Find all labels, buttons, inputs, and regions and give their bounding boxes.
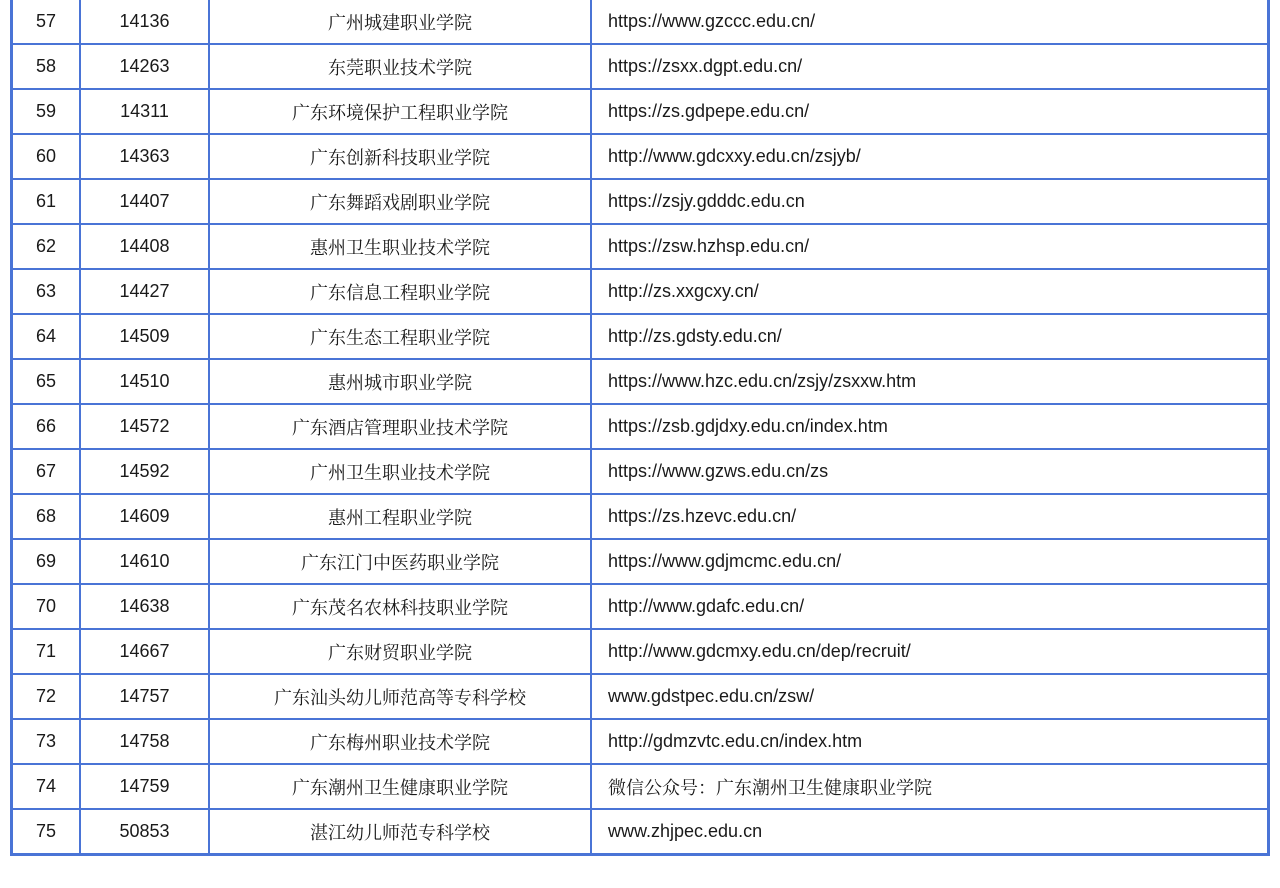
school-code-cell: 14758 xyxy=(80,719,209,764)
school-name-cell: 广州卫生职业技术学院 xyxy=(209,449,591,494)
school-code-cell: 14667 xyxy=(80,629,209,674)
school-name-cell: 广东创新科技职业学院 xyxy=(209,134,591,179)
table-row xyxy=(12,674,1269,719)
row-number-cell: 62 xyxy=(12,224,81,269)
school-name-cell: 广东信息工程职业学院 xyxy=(209,269,591,314)
row-number-cell: 69 xyxy=(12,539,81,584)
row-number-cell: 63 xyxy=(12,269,81,314)
school-code-cell: 14363 xyxy=(80,134,209,179)
school-table xyxy=(10,0,1270,856)
school-website-cell: http://zs.gdsty.edu.cn/ xyxy=(591,314,1269,359)
school-name-cell: 惠州工程职业学院 xyxy=(209,494,591,539)
row-number-cell: 71 xyxy=(12,629,81,674)
table-row xyxy=(12,314,1269,359)
school-code-cell: 14136 xyxy=(80,0,209,44)
table-row xyxy=(12,539,1269,584)
table-row xyxy=(12,449,1269,494)
school-website-cell: http://www.gdcxxy.edu.cn/zsjyb/ xyxy=(591,134,1269,179)
table-row xyxy=(12,629,1269,674)
school-name-cell: 湛江幼儿师范专科学校 xyxy=(209,809,591,855)
table-row xyxy=(12,719,1269,764)
table-row xyxy=(12,44,1269,89)
school-name-cell: 东莞职业技术学院 xyxy=(209,44,591,89)
school-code-cell: 14311 xyxy=(80,89,209,134)
school-code-cell: 14610 xyxy=(80,539,209,584)
school-name-cell: 广东舞蹈戏剧职业学院 xyxy=(209,179,591,224)
school-name-cell: 广东环境保护工程职业学院 xyxy=(209,89,591,134)
row-number-cell: 64 xyxy=(12,314,81,359)
row-number-cell: 59 xyxy=(12,89,81,134)
school-code-cell: 14510 xyxy=(80,359,209,404)
table-row xyxy=(12,584,1269,629)
school-name-cell: 广东梅州职业技术学院 xyxy=(209,719,591,764)
school-code-cell: 14609 xyxy=(80,494,209,539)
school-name-cell: 广东酒店管理职业技术学院 xyxy=(209,404,591,449)
school-code-cell: 14759 xyxy=(80,764,209,809)
school-code-cell: 14572 xyxy=(80,404,209,449)
school-code-cell: 14263 xyxy=(80,44,209,89)
school-website-cell: 微信公众号：广东潮州卫生健康职业学院 xyxy=(591,764,1269,809)
school-name-cell: 广东江门中医药职业学院 xyxy=(209,539,591,584)
table-row xyxy=(12,179,1269,224)
school-website-cell: https://zsw.hzhsp.edu.cn/ xyxy=(591,224,1269,269)
school-code-cell: 14509 xyxy=(80,314,209,359)
school-website-cell: http://zs.xxgcxy.cn/ xyxy=(591,269,1269,314)
school-code-cell: 14408 xyxy=(80,224,209,269)
school-name-cell: 广州城建职业学院 xyxy=(209,0,591,44)
school-name-cell: 广东汕头幼儿师范高等专科学校 xyxy=(209,674,591,719)
row-number-cell: 57 xyxy=(12,0,81,44)
row-number-cell: 58 xyxy=(12,44,81,89)
school-code-cell: 14592 xyxy=(80,449,209,494)
row-number-cell: 65 xyxy=(12,359,81,404)
table-row xyxy=(12,269,1269,314)
table-row xyxy=(12,359,1269,404)
school-code-cell: 14757 xyxy=(80,674,209,719)
school-name-cell: 广东茂名农林科技职业学院 xyxy=(209,584,591,629)
school-code-cell: 14638 xyxy=(80,584,209,629)
school-website-cell: www.zhjpec.edu.cn xyxy=(591,809,1269,855)
school-code-cell: 14407 xyxy=(80,179,209,224)
table-row xyxy=(12,404,1269,449)
school-website-cell: https://www.hzc.edu.cn/zsjy/zsxxw.htm xyxy=(591,359,1269,404)
table-row xyxy=(12,0,1269,44)
school-website-cell: http://gdmzvtc.edu.cn/index.htm xyxy=(591,719,1269,764)
row-number-cell: 70 xyxy=(12,584,81,629)
school-name-cell: 广东生态工程职业学院 xyxy=(209,314,591,359)
row-number-cell: 60 xyxy=(12,134,81,179)
school-name-cell: 广东财贸职业学院 xyxy=(209,629,591,674)
row-number-cell: 66 xyxy=(12,404,81,449)
row-number-cell: 61 xyxy=(12,179,81,224)
row-number-cell: 67 xyxy=(12,449,81,494)
school-website-cell: https://zs.gdpepe.edu.cn/ xyxy=(591,89,1269,134)
table-row xyxy=(12,89,1269,134)
school-website-cell: https://www.gdjmcmc.edu.cn/ xyxy=(591,539,1269,584)
table-row xyxy=(12,809,1269,855)
table-row xyxy=(12,764,1269,809)
row-number-cell: 72 xyxy=(12,674,81,719)
school-code-cell: 14427 xyxy=(80,269,209,314)
row-number-cell: 75 xyxy=(12,809,81,855)
school-table-body xyxy=(12,0,1269,855)
school-code-cell: 50853 xyxy=(80,809,209,855)
school-name-cell: 惠州卫生职业技术学院 xyxy=(209,224,591,269)
table-row xyxy=(12,224,1269,269)
row-number-cell: 74 xyxy=(12,764,81,809)
school-website-cell: https://zsxx.dgpt.edu.cn/ xyxy=(591,44,1269,89)
table-row xyxy=(12,134,1269,179)
school-website-cell: https://zs.hzevc.edu.cn/ xyxy=(591,494,1269,539)
school-website-cell: http://www.gdafc.edu.cn/ xyxy=(591,584,1269,629)
school-website-cell: https://zsb.gdjdxy.edu.cn/index.htm xyxy=(591,404,1269,449)
table-row xyxy=(12,494,1269,539)
school-website-cell: https://www.gzws.edu.cn/zs xyxy=(591,449,1269,494)
school-website-cell: https://www.gzccc.edu.cn/ xyxy=(591,0,1269,44)
school-website-cell: http://www.gdcmxy.edu.cn/dep/recruit/ xyxy=(591,629,1269,674)
school-name-cell: 广东潮州卫生健康职业学院 xyxy=(209,764,591,809)
school-name-cell: 惠州城市职业学院 xyxy=(209,359,591,404)
row-number-cell: 73 xyxy=(12,719,81,764)
school-website-cell: www.gdstpec.edu.cn/zsw/ xyxy=(591,674,1269,719)
school-website-cell: https://zsjy.gdddc.edu.cn xyxy=(591,179,1269,224)
row-number-cell: 68 xyxy=(12,494,81,539)
